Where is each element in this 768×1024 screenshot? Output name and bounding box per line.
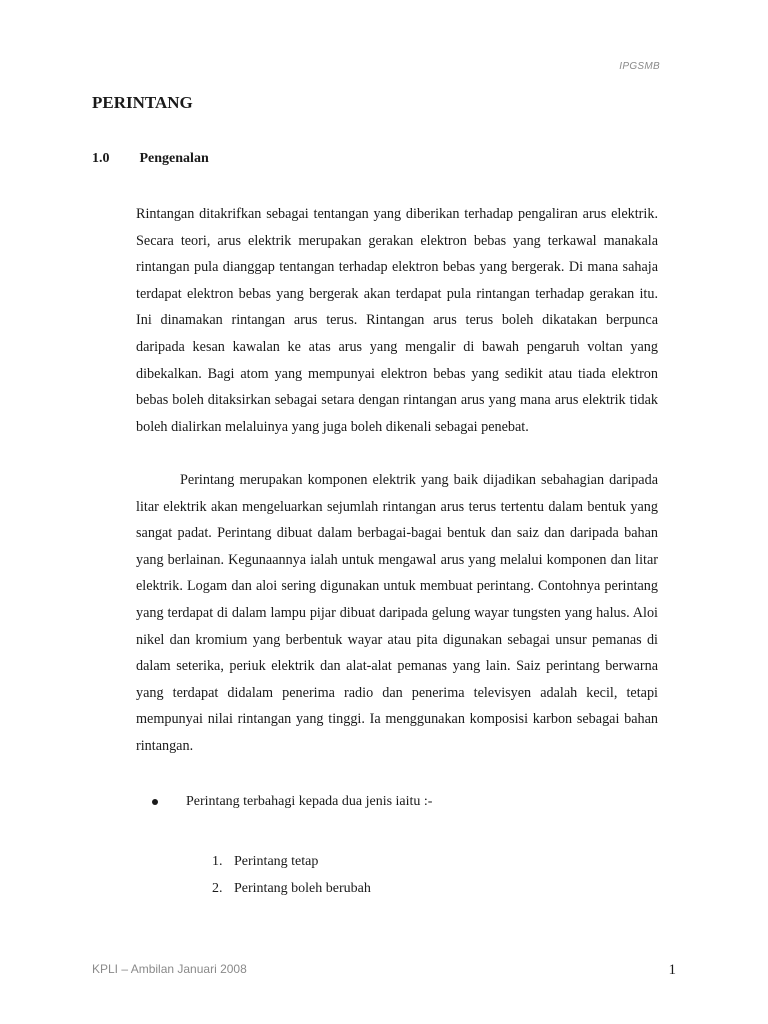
paragraph-1: Rintangan ditakrifkan sebagai tentangan yang diberikan terhadap pengaliran arus elektrik. Secara teori, arus elektrik merupakan gerakan elektron bebas yang terkawal manakala rintangan pula dianggap tentangan terhadap elektron bebas yang bergerak. Di mana sahaja terdapat elektron bebas yang bergerak akan terdapat pula rintangan terhadap gerakan itu. Ini dinamakan rintangan arus terus. Rintangan arus terus boleh dikatakan berpunca daripada kesan kawalan ke atas arus yang mengalir di bawah pengaruh voltan yang dibekalkan. Bagi atom yang mempunyai elektron bebas yang sedikit atau tiada elektron bebas boleh ditaksirkan sebagai setara dengan rintangan arus yang mana arus elektrik tidak boleh dialirkan melaluinya yang juga boleh dikenali sebagai penebat. [136,206,658,435]
section-number: 1.0 [92,151,110,166]
list-item [212,848,371,875]
list-text: Perintang tetap [234,854,319,869]
document-title: PERINTANG [92,93,193,112]
section-title: Pengenalan [139,151,209,166]
page-number: 1 [668,962,676,978]
bullet-item [152,794,432,810]
numbered-list [212,848,371,902]
list-number: 1. [212,854,223,869]
footer-text: KPLI – Ambilan Januari 2008 [92,962,247,976]
list-item [212,875,371,902]
list-number: 2. [212,881,223,896]
list-text: Perintang boleh berubah [234,881,371,896]
header-tag: IPGSMB [619,61,660,72]
bullet-text: Perintang terbahagi kepada dua jenis iaitu :- [186,794,433,809]
bullet-dot-icon [152,799,158,805]
paragraph-2: Perintang merupakan komponen elektrik yang baik dijadikan sebahagian daripada litar elektrik akan mengeluarkan sejumlah rintangan arus terus tertentu dalam bentuk yang sangat padat. Perintang dibuat dalam berbagai-bagai bentuk dan saiz dan daripada bahan yang berlainan. Kegunaannya ialah untuk mengawal arus yang melalui komponen dan litar elektrik. Logam dan aloi sering digunakan untuk membuat perintang. Contohnya perintang yang terdapat di dalam lampu pijar dibuat daripada gelung wayar tungsten yang halus. Aloi nikel dan kromium yang berbentuk wayar atau pita digunakan sebagai unsur pemanas di dalam seterika, periuk elektrik dan alat-alat pemanas yang lain. Saiz perintang berwarna yang terdapat didalam penerima radio dan penerima televisyen adalah kecil, tetapi mempunyai nilai rintangan yang tinggi. Ia menggunakan komposisi karbon sebagai bahan rintangan. [136,472,658,754]
section-heading [92,151,209,167]
